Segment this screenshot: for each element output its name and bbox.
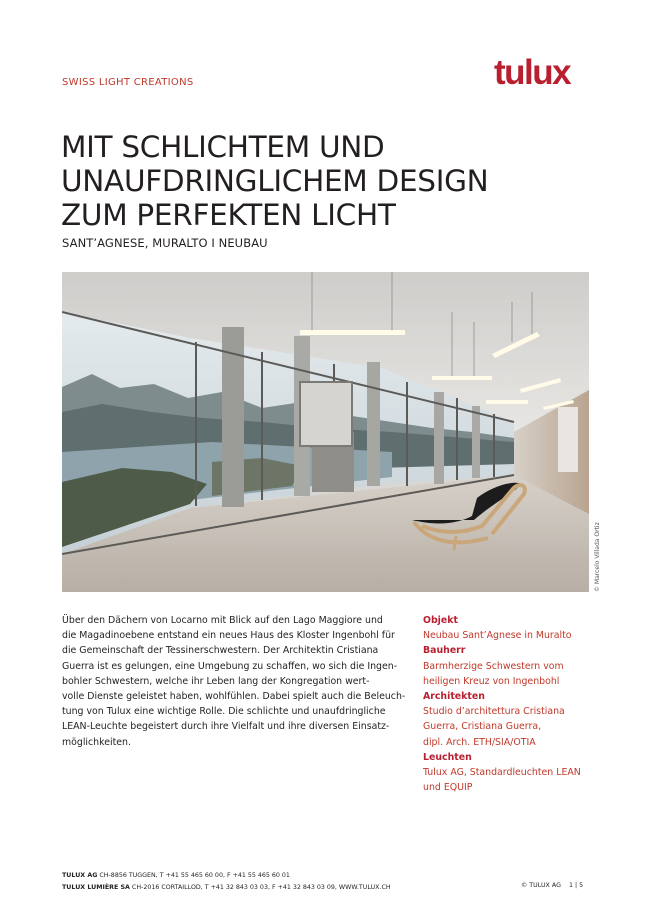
project-facts bbox=[423, 613, 603, 795]
photo-credit: © Marcelo Villada Ortiz bbox=[594, 522, 601, 592]
fact-value: Studio d’architettura Cristiana bbox=[423, 706, 565, 718]
footer-line-tuggen bbox=[62, 870, 391, 882]
footer-company: TULUX AG bbox=[62, 872, 98, 879]
fact-label-objekt: Objekt bbox=[423, 615, 458, 626]
fact-value: Guerra, Cristiana Guerra, bbox=[423, 721, 542, 733]
page-info bbox=[521, 882, 583, 889]
tulux-logo[interactable]: tulux bbox=[494, 53, 571, 92]
footer-company: TULUX LUMIÈRE SA bbox=[62, 884, 130, 891]
fact-value: heiligen Kreuz von Ingenbohl bbox=[423, 675, 560, 687]
body-line: möglichkeiten. bbox=[62, 736, 131, 748]
footer-address[interactable]: CH-8856 TUGGEN, T +41 55 465 60 00, F +41 55 465 60 01 bbox=[97, 872, 290, 879]
body-line: tung von Tulux eine wichtige Rolle. Die schlichte und unaufdringliche bbox=[62, 706, 386, 718]
body-line: Über den Dächern von Locarno mit Blick auf den Lago Maggiore und bbox=[62, 615, 383, 626]
fact-label-leuchten: Leuchten bbox=[423, 751, 472, 763]
tagline: SWISS LIGHT CREATIONS bbox=[62, 77, 194, 88]
fact-value: Barmherzige Schwestern vom bbox=[423, 660, 564, 672]
page-subtitle: SANT’AGNESE, MURALTO I NEUBAU bbox=[62, 236, 268, 250]
footer-address[interactable]: CH-2016 CORTAILLOD, T +41 32 843 03 03, F +41 32 843 03 09, WWW.TULUX.CH bbox=[129, 884, 391, 891]
body-line: die Gemeinschaft der Tessinerschwestern. Der Architektin Cristiana bbox=[62, 645, 379, 657]
footer-line-cortaillod bbox=[62, 882, 391, 894]
footer-contacts bbox=[62, 870, 391, 894]
body-line: die Magadinoebene entstand ein neues Haus des Kloster Ingenbohl für bbox=[62, 630, 395, 642]
page-title bbox=[61, 130, 591, 232]
fact-label-bauherr: Bauherr bbox=[423, 645, 466, 657]
title-line: UNAUFDRINGLICHEM DESIGN bbox=[61, 164, 489, 198]
fact-value: und EQUIP bbox=[423, 782, 473, 794]
copyright: © TULUX AG bbox=[521, 882, 561, 889]
body-line: Guerra ist es gelungen, eine Umgebung zu schaffen, wo sich die Ingen- bbox=[62, 660, 398, 672]
interior-photo bbox=[62, 272, 589, 592]
fact-label-architekten: Architekten bbox=[423, 691, 485, 703]
title-line: ZUM PERFEKTEN LICHT bbox=[61, 198, 396, 232]
body-text bbox=[62, 613, 417, 750]
body-line: volle Dienste geleistet haben, wohlfühlen. Dabei spielt auch die Beleuch- bbox=[62, 691, 406, 703]
fact-value: dipl. Arch. ETH/SIA/OTIA bbox=[423, 736, 536, 748]
title-line: MIT SCHLICHTEM UND bbox=[61, 130, 385, 164]
room-illustration bbox=[62, 272, 589, 592]
body-line: bohler Schwestern, welche ihr Leben lang der Kongregation wert- bbox=[62, 675, 370, 687]
fact-value: Tulux AG, Standardleuchten LEAN bbox=[423, 767, 581, 779]
page-number: 1 | 5 bbox=[568, 882, 584, 889]
fact-value: Neubau Sant’Agnese in Muralto bbox=[423, 630, 572, 642]
body-line: LEAN-Leuchte begeistert durch ihre Vielfalt und ihre diversen Einsatz- bbox=[62, 721, 390, 733]
